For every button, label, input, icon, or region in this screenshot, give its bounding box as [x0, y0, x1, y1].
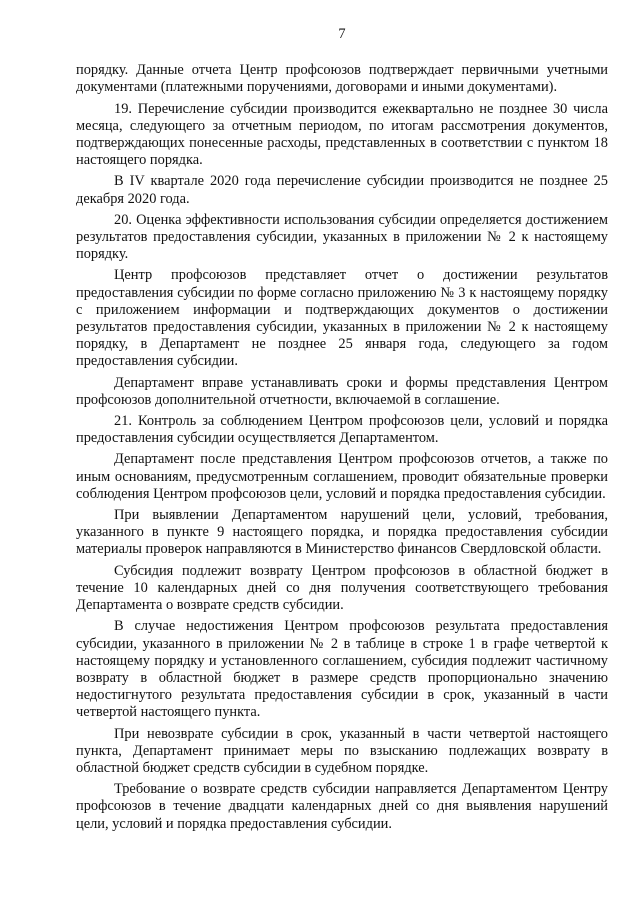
document-page — [76, 26, 608, 837]
paragraph-demand: Требование о возврате средств субсидии направляется Департаментом Центру профсоюзов в течение двадцати календарных дней со дня выявления нарушений цели, условий и порядка предоставления субсидии. — [76, 781, 608, 832]
paragraph-q4-2020: В IV квартале 2020 года перечисление субсидии производится не позднее 25 декабря 2020 года. — [76, 173, 608, 207]
paragraph-additional-reporting: Департамент вправе устанавливать сроки и формы представления Центром профсоюзов дополнительной отчетности, включаемой в соглашение. — [76, 374, 608, 408]
paragraph-partial-return: В случае недостижения Центром профсоюзов результата предоставления субсидии, указанного в приложении № 2 в таблице в строке 1 в графе четвертой к настоящему порядку и установленного соглашением, субсидия подлежит частичному возврату в областной бюджет в размере средств пропорционально значению недостигнутого результата предоставления субсидии в срок, указанный в части четвертой настоящего пункта. — [76, 618, 608, 721]
paragraph-item-20: 20. Оценка эффективности использования субсидии определяется достижением результатов предоставления субсидии, указанных в приложении № 2 к настоящему порядку. — [76, 211, 608, 263]
paragraph-violations: При выявлении Департаментом нарушений цели, условий, требования, указанного в пункте 9 настоящего порядка, и порядка предоставления субсидии материалы проверок направляются в Министерство финансов Свердловской области. — [76, 507, 608, 558]
paragraph-return: Субсидия подлежит возврату Центром профсоюзов в областной бюджет в течение 10 календарных дней со дня получения соответствующего требования Департамента о возврате средств субсидии. — [76, 562, 608, 614]
paragraph-continuation: порядку. Данные отчета Центр профсоюзов подтверждает первичными учетными документами (платежными поручениями, договорами и иными документами). — [76, 62, 608, 96]
page-number: 7 — [338, 26, 346, 42]
paragraph-item-21: 21. Контроль за соблюдением Центром профсоюзов цели, условий и порядка предоставления субсидии осуществляется Департаментом. — [76, 413, 608, 447]
paragraph-item-19: 19. Перечисление субсидии производится ежеквартально не позднее 30 числа месяца, следующего за отчетным периодом, по итогам рассмотрения документов, подтверждающих понесенные расходы, представленных в соответствии с пунктом 18 настоящего порядка. — [76, 100, 608, 169]
paragraph-enforcement: При невозврате субсидии в срок, указанный в части четвертой настоящего пункта, Департамент принимает меры по взысканию подлежащих возврату в областной бюджет средств субсидии в судебном порядке. — [76, 725, 608, 776]
paragraph-inspections: Департамент после представления Центром профсоюзов отчетов, а также по иным основаниям, предусмотренным соглашением, проводит обязательные проверки соблюдения Центром профсоюзов цели, условий и порядка предоставления субсидии. — [76, 451, 608, 502]
paragraph-report: Центр профсоюзов представляет отчет о достижении результатов предоставления субсидии по форме согласно приложению № 3 к настоящему порядку с приложением информации и подтверждающих документов о достижении результатов предоставления субсидии, указанных в приложении № 2 к настоящему порядку, в Департамент не позднее 25 января года, следующего за годом предоставления субсидии. — [76, 267, 608, 370]
